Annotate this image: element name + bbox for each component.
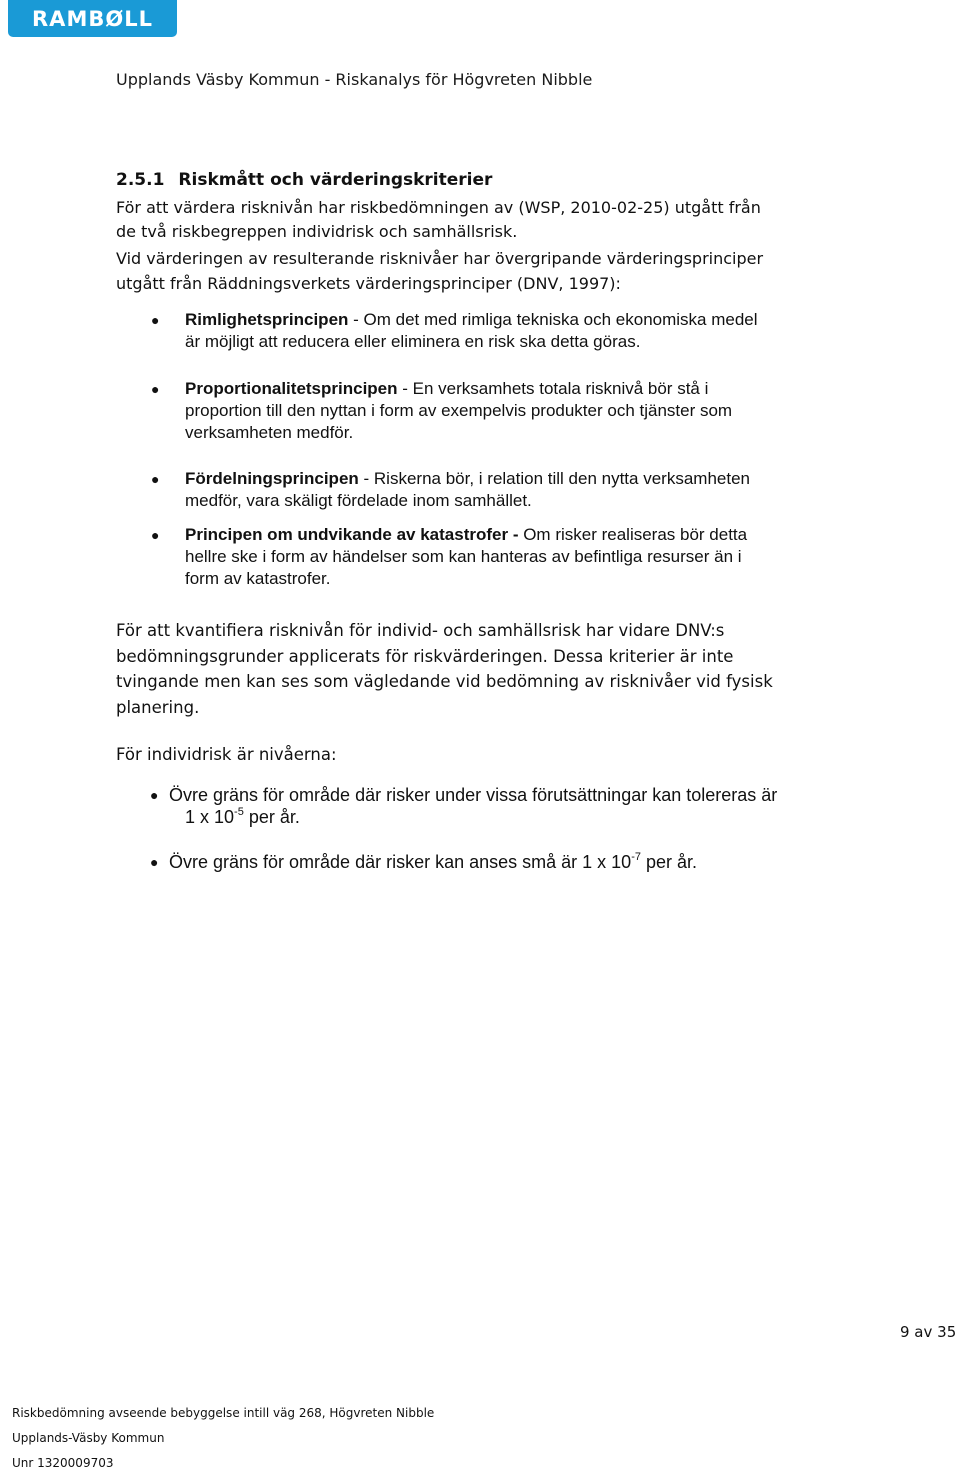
rambol-logo — [8, 0, 177, 37]
bullet-icon: ● — [151, 527, 160, 543]
logo-text: RAMBØLL — [32, 6, 153, 31]
section-title: Riskmått och värderingskriterier — [178, 170, 493, 190]
section-heading — [116, 170, 492, 190]
principle-text: medför, vara skäligt fördelade inom samhället. — [185, 491, 532, 510]
section-number: 2.5.1 — [116, 170, 165, 190]
principle-name: Proportionalitetsprincipen — [185, 379, 398, 398]
risk-level-unit: per år. — [640, 852, 698, 872]
principle-text: - Riskerna bör, i relation till den nytta verksamheten — [358, 469, 750, 488]
principle-name: Fördelningsprincipen — [185, 469, 359, 488]
principle-text: proportion till den nyttan i form av exempelvis produkter och tjänster som — [185, 401, 733, 420]
principle-text: hellre ske i form av händelser som kan hanteras av befintliga resurser än i — [185, 547, 742, 566]
principle-item — [146, 309, 846, 353]
risk-level-unit: per år. — [243, 807, 300, 827]
quantification-paragraph — [116, 618, 836, 720]
risk-level-exponent: -5 — [234, 806, 244, 818]
quantification-line: tvingande men kan ses som vägledande vid bedömning av risknivåer vid fysisk — [116, 672, 773, 691]
risk-level-value — [169, 806, 846, 828]
bullet-icon: ● — [151, 312, 160, 328]
risk-level-item — [146, 784, 846, 828]
document-header-title: Upplands Väsby Kommun - Riskanalys för Högvreten Nibble — [116, 70, 593, 89]
principle-text: - En verksamhets totala risknivå bör stå i — [397, 379, 709, 398]
individual-risk-intro: För individrisk är nivåerna: — [116, 745, 337, 764]
principle-item — [146, 524, 846, 590]
principles-intro-line-2: utgått från Räddningsverkets värderingsprinciper (DNV, 1997): — [116, 274, 621, 293]
quantification-line: bedömningsgrunder applicerats för riskvärderingen. Dessa kriterier är inte — [116, 646, 734, 666]
principle-text: är möjligt att reducera eller eliminera en risk ska detta göras. — [185, 332, 641, 351]
bullet-icon: ● — [150, 854, 159, 870]
risk-level-value — [169, 851, 846, 873]
bullet-icon: ● — [151, 471, 160, 487]
footer-document-title: Riskbedömning avseende bebyggelse intill väg 268, Högvreten Nibble — [12, 1406, 435, 1420]
footer-project-number: Unr 1320009703 — [12, 1456, 114, 1470]
principle-text: verksamheten medför. — [185, 423, 354, 442]
quantification-line: planering. — [116, 697, 200, 717]
risk-level-base: 1 x 10 — [185, 807, 235, 827]
principle-text: form av katastrofer. — [185, 569, 331, 588]
bullet-icon: ● — [151, 381, 160, 397]
quantification-line: För att kvantifiera risknivån för individ- och samhällsrisk har vidare DNV:s — [116, 621, 725, 640]
intro-line-2: de två riskbegreppen individrisk och samhällsrisk. — [116, 222, 518, 241]
footer-client: Upplands-Väsby Kommun — [12, 1431, 165, 1445]
risk-level-exponent: -7 — [631, 851, 641, 863]
bullet-icon: ● — [150, 787, 159, 803]
principle-name: Rimlighetsprincipen — [185, 310, 349, 329]
principle-list — [146, 468, 846, 512]
risk-level-list — [146, 851, 846, 873]
principle-list — [146, 524, 846, 590]
principle-list — [146, 309, 846, 353]
risk-level-list — [146, 784, 846, 828]
page-number: 9 av 35 — [900, 1323, 957, 1341]
risk-level-text: Övre gräns för område där risker kan anses små är 1 x 10 — [169, 852, 632, 872]
intro-paragraph — [116, 196, 836, 244]
principle-name: Principen om undvikande av katastrofer - — [185, 525, 519, 544]
principles-intro-line-1: Vid värderingen av resulterande risknivåer har övergripande värderingsprinciper — [116, 249, 764, 268]
principles-intro-paragraph — [116, 246, 836, 296]
risk-level-item — [146, 851, 846, 873]
principle-item — [146, 378, 846, 444]
principle-item — [146, 468, 846, 512]
principle-text: Om risker realiseras bör detta — [518, 525, 748, 544]
risk-level-text: Övre gräns för område där risker under vissa förutsättningar kan tolereras är — [169, 785, 778, 805]
principle-list — [146, 378, 846, 444]
principle-text: - Om det med rimliga tekniska och ekonomiska medel — [348, 310, 758, 329]
intro-line-1: För att värdera risknivån har riskbedömningen av (WSP, 2010-02-25) utgått från — [116, 198, 761, 217]
